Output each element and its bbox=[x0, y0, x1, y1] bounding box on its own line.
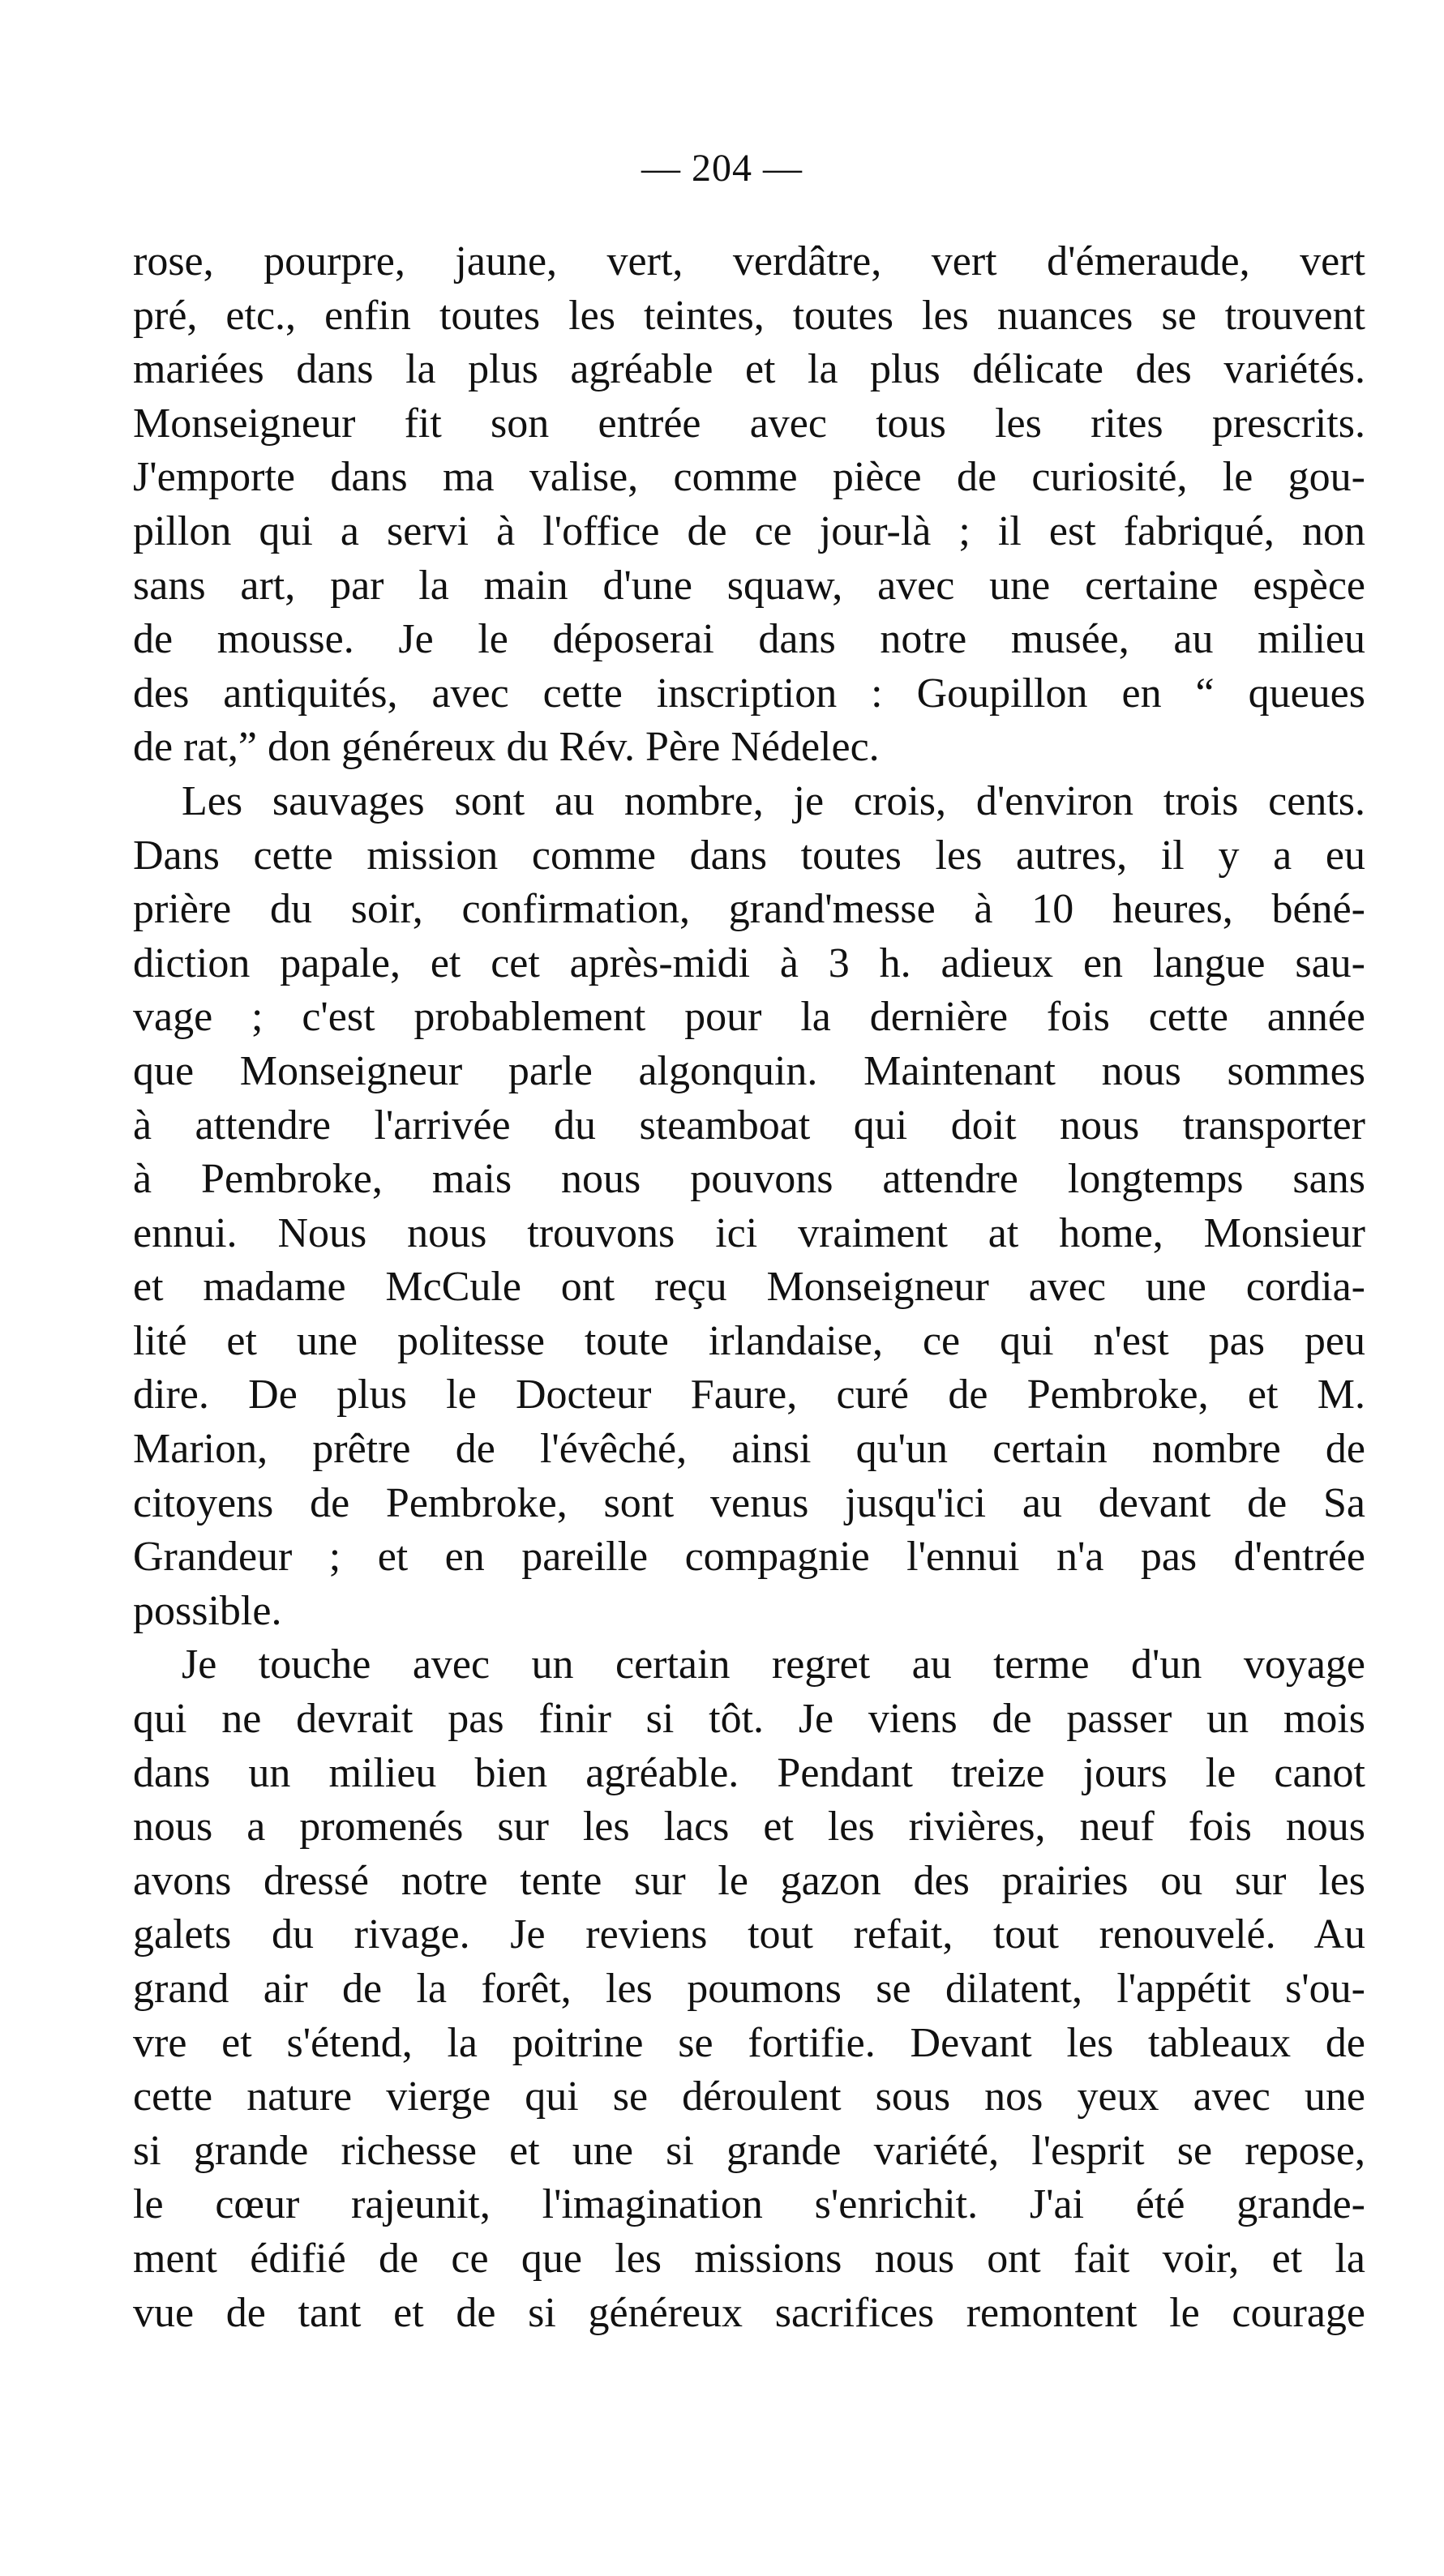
text-line: à Pembroke, mais nous pouvons attendre longtemps sans bbox=[133, 1156, 1365, 1203]
text-line: et madame McCule ont reçu Monseigneur avec une cordia- bbox=[133, 1264, 1365, 1311]
text-line: à attendre l'arrivée du steamboat qui doit nous transporter bbox=[133, 1102, 1365, 1149]
text-line: diction papale, et cet après-midi à 3 h. adieux en langue sau- bbox=[133, 939, 1365, 986]
text-line: que Monseigneur parle algonquin. Maintenant nous sommes bbox=[133, 1047, 1365, 1094]
text-line: prière du soir, confirmation, grand'messe à 10 heures, béné- bbox=[133, 886, 1365, 933]
text-line: mariées dans la plus agréable et la plus délicate des variétés. bbox=[133, 346, 1365, 393]
text-line: grand air de la forêt, les poumons se dilatent, l'appétit s'ou- bbox=[133, 1966, 1365, 2012]
text-line: rose, pourpre, jaune, vert, verdâtre, vert d'émeraude, vert bbox=[133, 238, 1365, 285]
text-line: Marion, prêtre de l'évêché, ainsi qu'un certain nombre de bbox=[133, 1426, 1365, 1473]
text-line: le cœur rajeunit, l'imagination s'enrichit. J'ai été grande- bbox=[133, 2181, 1365, 2228]
text-line: sans art, par la main d'une squaw, avec une certaine espèce bbox=[133, 562, 1365, 609]
text-line: galets du rivage. Je reviens tout refait, tout renouvelé. Au bbox=[133, 1911, 1365, 1958]
text-line: Grandeur ; et en pareille compagnie l'ennui n'a pas d'entrée bbox=[133, 1534, 1365, 1581]
text-line: de mousse. Je le déposerai dans notre musée, au milieu bbox=[133, 616, 1365, 663]
text-line: vre et s'étend, la poitrine se fortifie. Devant les tableaux de bbox=[133, 2019, 1365, 2066]
text-line: Je touche avec un certain regret au terme d'un voyage bbox=[182, 1641, 1365, 1688]
text-line: pré, etc., enfin toutes les teintes, toutes les nuances se trouvent bbox=[133, 292, 1365, 339]
text-line: Dans cette mission comme dans toutes les autres, il y a eu bbox=[133, 832, 1365, 879]
text-line: Monseigneur fit son entrée avec tous les rites prescrits. bbox=[133, 400, 1365, 447]
text-line: des antiquités, avec cette inscription : Goupillon en “ queues bbox=[133, 670, 1365, 717]
body-text bbox=[133, 235, 1365, 2340]
text-line: ennui. Nous nous trouvons ici vraiment at home, Monsieur bbox=[133, 1209, 1365, 1256]
text-line: lité et une politesse toute irlandaise, ce qui n'est pas peu bbox=[133, 1317, 1365, 1364]
text-line: qui ne devrait pas finir si tôt. Je viens de passer un mois bbox=[133, 1696, 1365, 1743]
text-line: vage ; c'est probablement pour la dernière fois cette année bbox=[133, 994, 1365, 1041]
text-line: pillon qui a servi à l'office de ce jour-là ; il est fabriqué, non bbox=[133, 507, 1365, 554]
page-number: — 204 — bbox=[641, 147, 803, 190]
text-line: ment édifié de ce que les missions nous ont fait voir, et la bbox=[133, 2235, 1365, 2282]
text-line: si grande richesse et une si grande variété, l'esprit se repose, bbox=[133, 2127, 1365, 2174]
text-line: J'emporte dans ma valise, comme pièce de curiosité, le gou- bbox=[133, 454, 1365, 501]
text-line: Les sauvages sont au nombre, je crois, d'environ trois cents. bbox=[182, 777, 1365, 824]
text-line: citoyens de Pembroke, sont venus jusqu'ici au devant de Sa bbox=[133, 1479, 1365, 1526]
text-line: avons dressé notre tente sur le gazon des prairies ou sur les bbox=[133, 1857, 1365, 1904]
text-line: vue de tant et de si généreux sacrifices remontent le courage bbox=[133, 2289, 1365, 2336]
text-line: de rat,” don généreux du Rév. Père Nédelec. bbox=[133, 724, 880, 771]
text-line: nous a promenés sur les lacs et les rivières, neuf fois nous bbox=[133, 1804, 1365, 1851]
text-line: cette nature vierge qui se déroulent sous nos yeux avec une bbox=[133, 2073, 1365, 2120]
text-line: possible. bbox=[133, 1587, 282, 1634]
text-line: dans un milieu bien agréable. Pendant treize jours le canot bbox=[133, 1749, 1365, 1796]
text-line: dire. De plus le Docteur Faure, curé de Pembroke, et M. bbox=[133, 1371, 1365, 1419]
